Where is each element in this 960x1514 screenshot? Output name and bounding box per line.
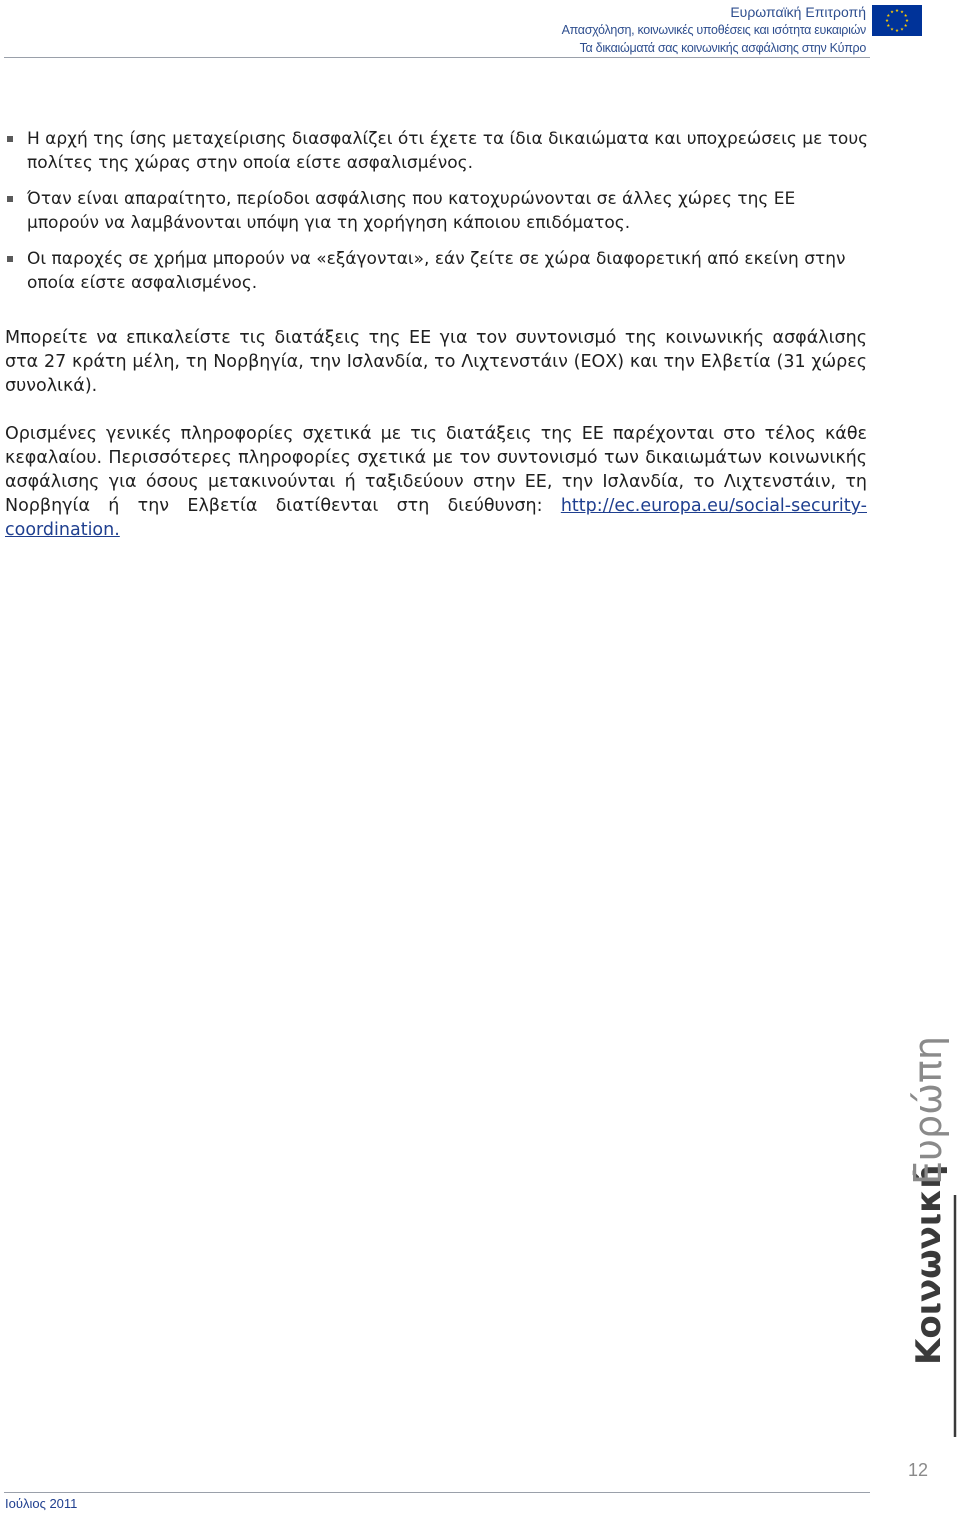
header-doc-title: Τα δικαιώματά σας κοινωνικής ασφάλισης στην Κύπρο — [579, 41, 866, 55]
list-item: Οι παροχές σε χρήμα μπορούν να «εξάγονται», εάν ζείτε σε χώρα διαφορετική από εκείνη στην οποία είστε ασφαλισμένος. — [0, 247, 870, 295]
principles-list — [0, 127, 870, 307]
logo-word-bold: Κοινωνική — [909, 1164, 949, 1365]
square-bullet-icon — [7, 136, 13, 142]
header-divider — [4, 57, 870, 58]
eu-flag-icon — [872, 5, 922, 36]
logo-word-light: Ευρώπη — [906, 1036, 950, 1185]
social-security-link[interactable]: http://ec.europa.eu/social-security-coordination. — [5, 496, 867, 540]
header-dg: Απασχόληση, κοινωνικές υποθέσεις και ισότητα ευκαιριών — [561, 23, 866, 37]
footer-divider — [4, 1492, 870, 1493]
eu-scope-paragraph: Μπορείτε να επικαλείστε τις διατάξεις της ΕΕ για τον συντονισμό της κοινωνικής ασφάλισης στα 27 κράτη μέλη, τη Νορβηγία, την Ισλανδία, το Λιχτενστάιν (ΕΟΧ) και την Ελβετία (31 χώρες συνολικά). — [5, 328, 867, 396]
page-number: 12 — [907, 1460, 928, 1480]
header-org: Ευρωπαϊκή Επιτροπή — [730, 4, 866, 20]
square-bullet-icon — [7, 196, 13, 202]
list-item: Η αρχή της ίσης μεταχείρισης διασφαλίζει ότι έχετε τα ίδια δικαιώματα και υποχρεώσεις με τους πολίτες της χώρας στην οποία είστε ασφαλισμένος. — [0, 127, 870, 175]
square-bullet-icon — [7, 256, 13, 262]
footer-date: Ιούλιος 2011 — [5, 1496, 78, 1511]
more-info-paragraph: Ορισμένες γενικές πληροφορίες σχετικά με τις διατάξεις της ΕΕ παρέχονται στο τέλος κάθε κεφαλαίου. Περισσότερες πληροφορίες σχετικά με τον συντονισμό των δικαιωμάτων κοινωνικής ασφάλισης για όσους μετακινούνται ή ταξιδεύουν στην ΕΕ, την Ισλανδία, το Λιχτενστάιν, τη Νορβηγία ή την Ελβετία διατίθενται στη διεύθυνση: http://ec.europa.eu/social-security-coordination. — [5, 424, 867, 540]
social-europe-logo — [905, 1035, 957, 1445]
list-item: Όταν είναι απαραίτητο, περίοδοι ασφάλισης που κατοχυρώνονται σε άλλες χώρες της ΕΕ μπορούν να λαμβάνονται υπόψη για τη χορήγηση κάποιου επιδόματος. — [0, 187, 870, 235]
page-header — [562, 3, 866, 57]
